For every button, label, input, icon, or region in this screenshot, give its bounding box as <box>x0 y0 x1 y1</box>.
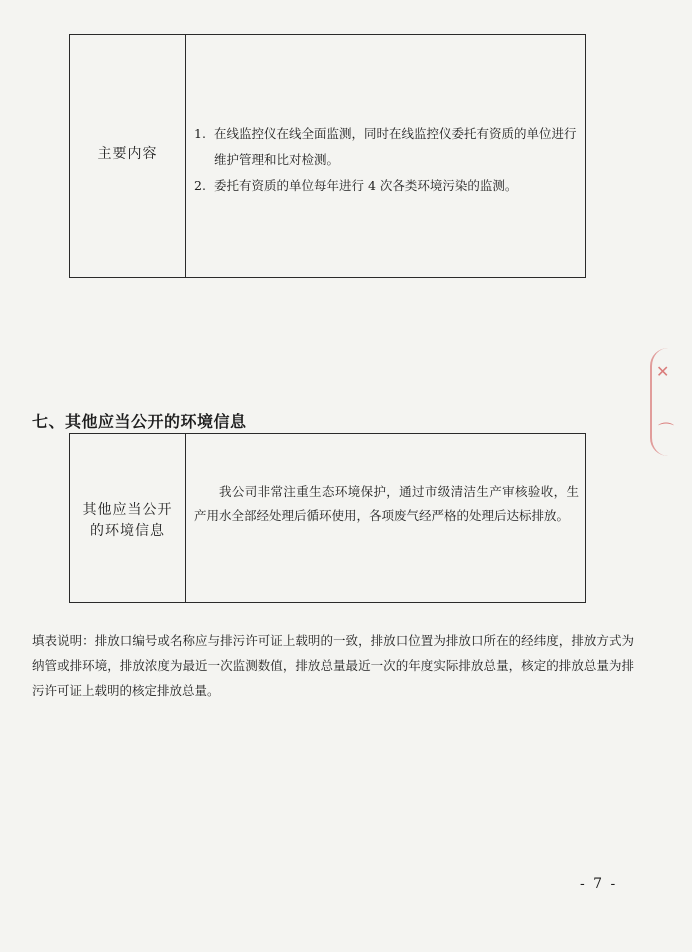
section-heading: 七、其他应当公开的环境信息 <box>32 412 247 431</box>
list-item-number: 2. <box>194 178 206 193</box>
other-info-text: 我公司非常注重生态环境保护，通过市级清洁生产审核验收，生产用水全部经处理后循环使用，各项废气经严格的处理后达标排放。 <box>194 484 579 523</box>
main-content-list <box>194 121 579 199</box>
red-stamp-mark <box>650 348 692 456</box>
other-info-label <box>70 500 185 542</box>
list-item <box>194 173 579 199</box>
stamp-glyph: ⌒ <box>658 421 675 440</box>
table-column-divider <box>185 35 186 277</box>
table-column-divider <box>185 434 186 602</box>
other-info-label-line2: 的环境信息 <box>90 523 165 539</box>
other-info-label-line1: 其他应当公开 <box>82 502 173 518</box>
list-item-text: 委托有资质的单位每年进行 4 次各类环境污染的监测。 <box>214 178 518 193</box>
main-content-table <box>69 34 586 278</box>
fill-instructions-note: 填表说明：排放口编号或名称应与排污许可证上载明的一致，排放口位置为排放口所在的经纬度，排放方式为纳管或排环境，排放浓度为最近一次监测数值，排放总量最近一次的年度实际排放总量，核定的排放总量为排污许可证上载明的核定排放总量。 <box>32 633 634 698</box>
other-info-table <box>69 433 586 603</box>
list-item-number: 1. <box>194 126 206 141</box>
list-item-text: 在线监控仪在线全面监测，同时在线监控仪委托有资质的单位进行维护管理和比对检测。 <box>214 126 577 167</box>
list-item <box>194 121 579 173</box>
page-number: - 7 - <box>580 876 618 892</box>
stamp-glyph: ✕ <box>656 362 670 381</box>
main-content-label: 主要内容 <box>97 146 158 162</box>
